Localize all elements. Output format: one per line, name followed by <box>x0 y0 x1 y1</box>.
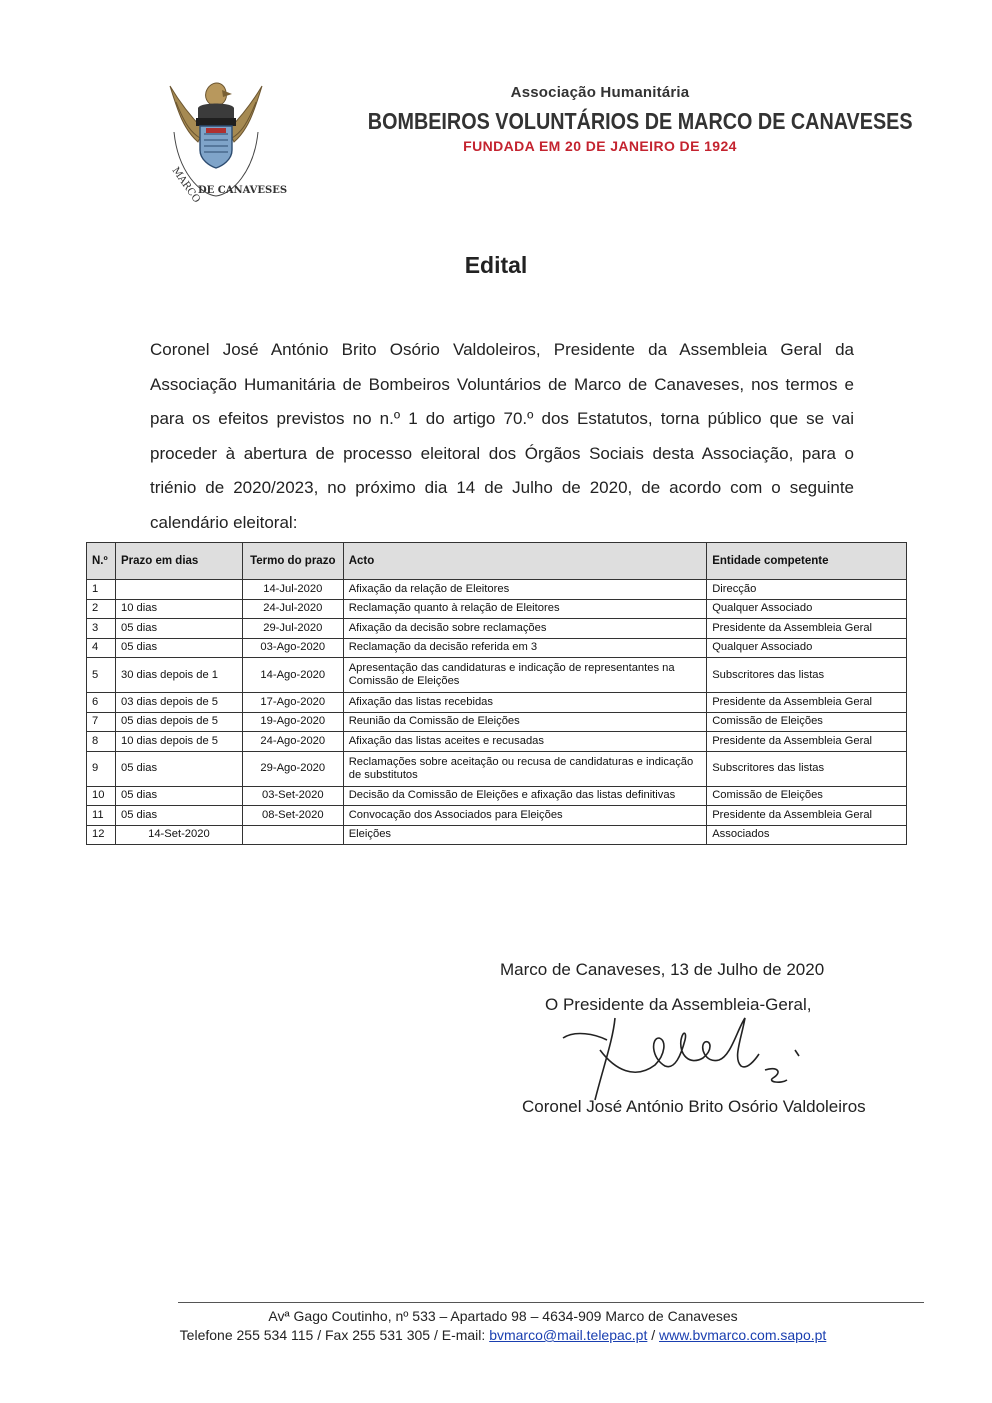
cell-termo: 29-Ago-2020 <box>242 751 343 786</box>
cell-entidade: Comissão de Eleições <box>707 786 907 806</box>
cell-termo: 29-Jul-2020 <box>242 619 343 639</box>
cell-prazo: 10 dias depois de 5 <box>115 732 242 752</box>
cell-acto: Reunião da Comissão de Eleições <box>343 712 706 732</box>
table-row <box>87 786 907 806</box>
cell-number: 1 <box>87 580 116 600</box>
cell-prazo: 10 dias <box>115 599 242 619</box>
table-row <box>87 638 907 658</box>
cell-termo: 03-Set-2020 <box>242 786 343 806</box>
cell-entidade: Presidente da Assembleia Geral <box>707 693 907 713</box>
cell-prazo: 05 dias <box>115 638 242 658</box>
cell-entidade: Qualquer Associado <box>707 638 907 658</box>
cell-number: 9 <box>87 751 116 786</box>
cell-prazo: 05 dias <box>115 751 242 786</box>
table-row <box>87 806 907 826</box>
signature-role: O Presidente da Assembleia-Geral, <box>545 995 812 1014</box>
cell-acto: Reclamações sobre aceitação ou recusa de candidaturas e indicação de substitutos <box>343 751 706 786</box>
cell-termo: 17-Ago-2020 <box>242 693 343 713</box>
cell-termo: 14-Jul-2020 <box>242 580 343 600</box>
cell-acto: Decisão da Comissão de Eleições e afixação das listas definitivas <box>343 786 706 806</box>
cell-number: 12 <box>87 825 116 845</box>
cell-number: 4 <box>87 638 116 658</box>
cell-acto: Eleições <box>343 825 706 845</box>
electoral-calendar-table <box>86 542 907 845</box>
cell-entidade: Subscritores das listas <box>707 658 907 693</box>
cell-termo: 24-Ago-2020 <box>242 732 343 752</box>
cell-acto: Afixação das listas aceites e recusadas <box>343 732 706 752</box>
cell-acto: Afixação da relação de Eleitores <box>343 580 706 600</box>
col-header-number: N.º <box>87 543 116 580</box>
table-header-row <box>87 543 907 580</box>
col-header-prazo: Prazo em dias <box>115 543 242 580</box>
cell-number: 2 <box>87 599 116 619</box>
cell-entidade: Associados <box>707 825 907 845</box>
cell-termo: 03-Ago-2020 <box>242 638 343 658</box>
cell-termo: 24-Jul-2020 <box>242 599 343 619</box>
cell-number: 10 <box>87 786 116 806</box>
cell-prazo: 14-Set-2020 <box>115 825 242 845</box>
col-header-acto: Acto <box>343 543 706 580</box>
footer-email-link[interactable]: bvmarco@mail.telepac.pt <box>489 1327 648 1343</box>
cell-prazo: 05 dias <box>115 786 242 806</box>
table-row <box>87 580 907 600</box>
cell-number: 11 <box>87 806 116 826</box>
cell-entidade: Presidente da Assembleia Geral <box>707 732 907 752</box>
cell-acto: Reclamação da decisão referida em 3 <box>343 638 706 658</box>
cell-prazo <box>115 580 242 600</box>
handwritten-signature <box>555 1010 815 1105</box>
cell-prazo: 03 dias depois de 5 <box>115 693 242 713</box>
table-row <box>87 751 907 786</box>
cell-prazo: 05 dias <box>115 619 242 639</box>
cell-entidade: Presidente da Assembleia Geral <box>707 619 907 639</box>
footer-address: Avª Gago Coutinho, nº 533 – Apartado 98 – 4634-909 Marco de Canaveses <box>268 1308 738 1324</box>
cell-entidade: Qualquer Associado <box>707 599 907 619</box>
footer-website-link[interactable]: www.bvmarco.com.sapo.pt <box>659 1327 827 1343</box>
document-title: Edital <box>464 252 528 278</box>
table-row <box>87 658 907 693</box>
table-row <box>87 599 907 619</box>
footer-separator: / <box>647 1327 660 1343</box>
cell-termo <box>242 825 343 845</box>
table-row <box>87 825 907 845</box>
cell-acto: Afixação da decisão sobre reclamações <box>343 619 706 639</box>
cell-number: 3 <box>87 619 116 639</box>
table-row <box>87 693 907 713</box>
cell-number: 6 <box>87 693 116 713</box>
signature-place-date: Marco de Canaveses, 13 de Julho de 2020 <box>500 960 825 979</box>
cell-termo: 19-Ago-2020 <box>242 712 343 732</box>
col-header-entidade: Entidade competente <box>707 543 907 580</box>
cell-prazo: 30 dias depois de 1 <box>115 658 242 693</box>
crest-text-marco: MARCO <box>169 165 202 206</box>
footer-divider <box>178 1302 924 1303</box>
header-line-1: Associação Humanitária <box>510 84 690 101</box>
signature-name: Coronel José António Brito Osório Valdoleiros <box>522 1097 866 1116</box>
cell-termo: 08-Set-2020 <box>242 806 343 826</box>
association-crest-logo <box>160 72 288 206</box>
table-row <box>87 732 907 752</box>
cell-acto: Afixação das listas recebidas <box>343 693 706 713</box>
cell-entidade: Subscritores das listas <box>707 751 907 786</box>
cell-number: 8 <box>87 732 116 752</box>
cell-acto: Apresentação das candidaturas e indicação de representantes na Comissão de Eleições <box>343 658 706 693</box>
cell-prazo: 05 dias depois de 5 <box>115 712 242 732</box>
table-row <box>87 619 907 639</box>
cell-number: 5 <box>87 658 116 693</box>
footer-contacts <box>100 1327 906 1343</box>
cell-entidade: Direcção <box>707 580 907 600</box>
table-row <box>87 712 907 732</box>
cell-entidade: Comissão de Eleições <box>707 712 907 732</box>
edital-body-paragraph: Coronel José António Brito Osório Valdoleiros, Presidente da Assembleia Geral da Associação Humanitária de Bombeiros Voluntários de Marco de Canaveses, nos termos e para os efeitos previstos no n.º 1 do artigo 70.º dos Estatutos, torna público que se vai proceder à abertura de processo eleitoral dos Órgãos Sociais desta Associação, para o triénio de 2020/2023, no próximo dia 14 de Julho de 2020, de acordo com o seguinte calendário eleitoral: <box>150 340 854 532</box>
footer-contacts-text: Telefone 255 534 115 / Fax 255 531 305 / E-mail: <box>179 1327 490 1343</box>
col-header-termo: Termo do prazo <box>242 543 343 580</box>
cell-termo: 14-Ago-2020 <box>242 658 343 693</box>
cell-number: 7 <box>87 712 116 732</box>
cell-acto: Convocação dos Associados para Eleições <box>343 806 706 826</box>
header-association-name: BOMBEIROS VOLUNTÁRIOS DE MARCO DE CANAVESES <box>367 108 913 134</box>
crest-text-canaveses: DE CANAVESES <box>198 185 288 196</box>
cell-acto: Reclamação quanto à relação de Eleitores <box>343 599 706 619</box>
cell-prazo: 05 dias <box>115 806 242 826</box>
header-founded: FUNDADA EM 20 DE JANEIRO DE 1924 <box>463 138 737 154</box>
cell-entidade: Presidente da Assembleia Geral <box>707 806 907 826</box>
